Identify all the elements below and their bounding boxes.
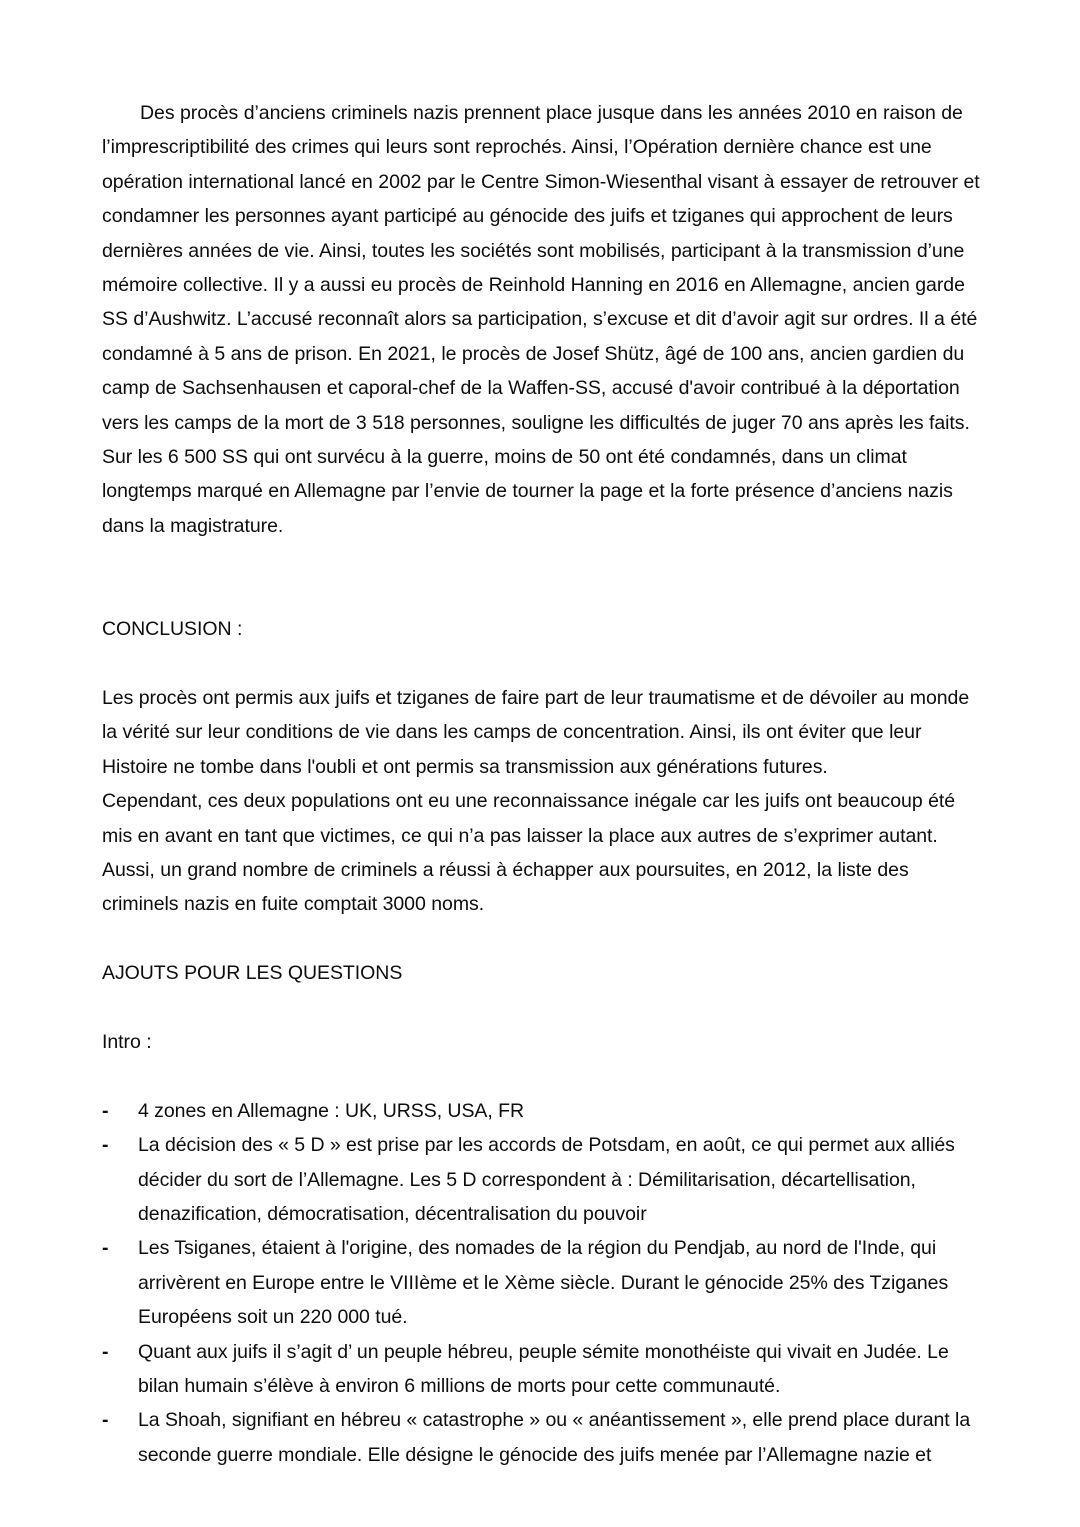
block-spacer xyxy=(102,991,980,1025)
document-body xyxy=(102,96,980,1472)
list-item-text: La Shoah, signifiant en hébreu « catastrophe » ou « anéantissement », elle prend place durant la seconde guerre mondiale. Elle désigne le génocide des juifs menée par l’Allemagne nazie et xyxy=(138,1409,971,1466)
dash-bullet-marker: - xyxy=(102,1134,109,1157)
block-spacer xyxy=(102,922,980,956)
conclusion-paragraph-2: Cependant, ces deux populations ont eu une reconnaissance inégale car les juifs ont beaucoup été mis en avant en tant que victimes, ce qui n’a pas laisser la place aux autres de s’exprimer autant. Aussi, un grand nombre de criminels a réussi à échapper aux poursuites, en 2012, la liste des criminels nazis en fuite comptait 3000 noms. xyxy=(102,790,956,916)
ajouts-heading: AJOUTS POUR LES QUESTIONS xyxy=(102,962,403,985)
block-spacer xyxy=(102,543,980,612)
list-item-text: 4 zones en Allemagne : UK, URSS, USA, FR xyxy=(138,1099,525,1122)
conclusion-paragraph-1: Les procès ont permis aux juifs et tziganes de faire part de leur traumatisme et de dévoiler au monde la vérité sur leur conditions de vie dans les camps de concentration. Ainsi, ils ont éviter que leur Histoire ne tombe dans l'oubli et ont permis sa transmission aux générations futures. xyxy=(102,686,970,778)
block-spacer xyxy=(102,1059,980,1093)
list-item xyxy=(102,1335,980,1404)
paragraph-proces-criminels-nazis: Des procès d’anciens criminels nazis prennent place jusque dans les années 2010 en raison de l’imprescriptibilité des crimes qui leurs sont reprochés. Ainsi, l’Opération dernière chance est une opération international lancé en 2002 par le Centre Simon-Wiesenthal visant à essayer de retrouver et condamner les personnes ayant participé au génocide des juifs et tziganes qui approchent de leurs dernières années de vie. Ainsi, toutes les sociétés sont mobilisés, participant à la transmission d’une mémoire collective. Il y a aussi eu procès de Reinhold Hanning en 2016 en Allemagne, ancien garde SS d’Aushwitz. L’accusé reconnaît alors sa participation, s’excuse et dit d’avoir agit sur ordres. Il a été condamné à 5 ans de prison. En 2021, le procès de Josef Shütz, âgé de 100 ans, ancien gardien du camp de Sachsenhausen et caporal-chef de la Waffen-SS, accusé d'avoir contribué à la déportation vers les camps de la mort de 3 518 personnes, souligne les difficultés de juger 70 ans après les faits. Sur les 6 500 SS qui ont survécu à la guerre, moins de 50 ont été condamnés, dans un climat longtemps marqué en Allemagne par l’envie de tourner la page et la forte présence d’anciens nazis dans la magistrature. xyxy=(102,102,980,537)
list-item xyxy=(102,1128,980,1231)
dash-bullet-marker: - xyxy=(102,1409,109,1432)
dash-bullet-marker: - xyxy=(102,1340,109,1363)
dash-bullet-marker: - xyxy=(102,1099,109,1122)
conclusion-heading: CONCLUSION : xyxy=(102,618,243,641)
list-item-text: Les Tsiganes, étaient à l'origine, des nomades de la région du Pendjab, au nord de l'Inde, qui arrivèrent en Europe entre le VIIIème et le Xème siècle. Durant le génocide 25% des Tziganes Européens soit un 220 000 tué. xyxy=(138,1237,949,1329)
list-item-text: Quant aux juifs il s’agit d’ un peuple hébreu, peuple sémite monothéiste qui vivait en Judée. Le bilan humain s’élève à environ 6 millions de morts pour cette communauté. xyxy=(138,1340,949,1397)
list-item-text: La décision des « 5 D » est prise par les accords de Potsdam, en août, ce qui permet aux alliés décider du sort de l’Allemagne. Les 5 D correspondent à : Démilitarisation, décartellisation, denazification, démocratisation, décentralisation du pouvoir xyxy=(138,1134,955,1225)
intro-heading: Intro : xyxy=(102,1030,152,1053)
list-item xyxy=(102,1403,980,1472)
list-item xyxy=(102,1094,980,1128)
intro-bullet-list xyxy=(102,1094,980,1472)
dash-bullet-marker: - xyxy=(102,1237,109,1260)
block-spacer xyxy=(102,646,980,680)
list-item xyxy=(102,1231,980,1334)
